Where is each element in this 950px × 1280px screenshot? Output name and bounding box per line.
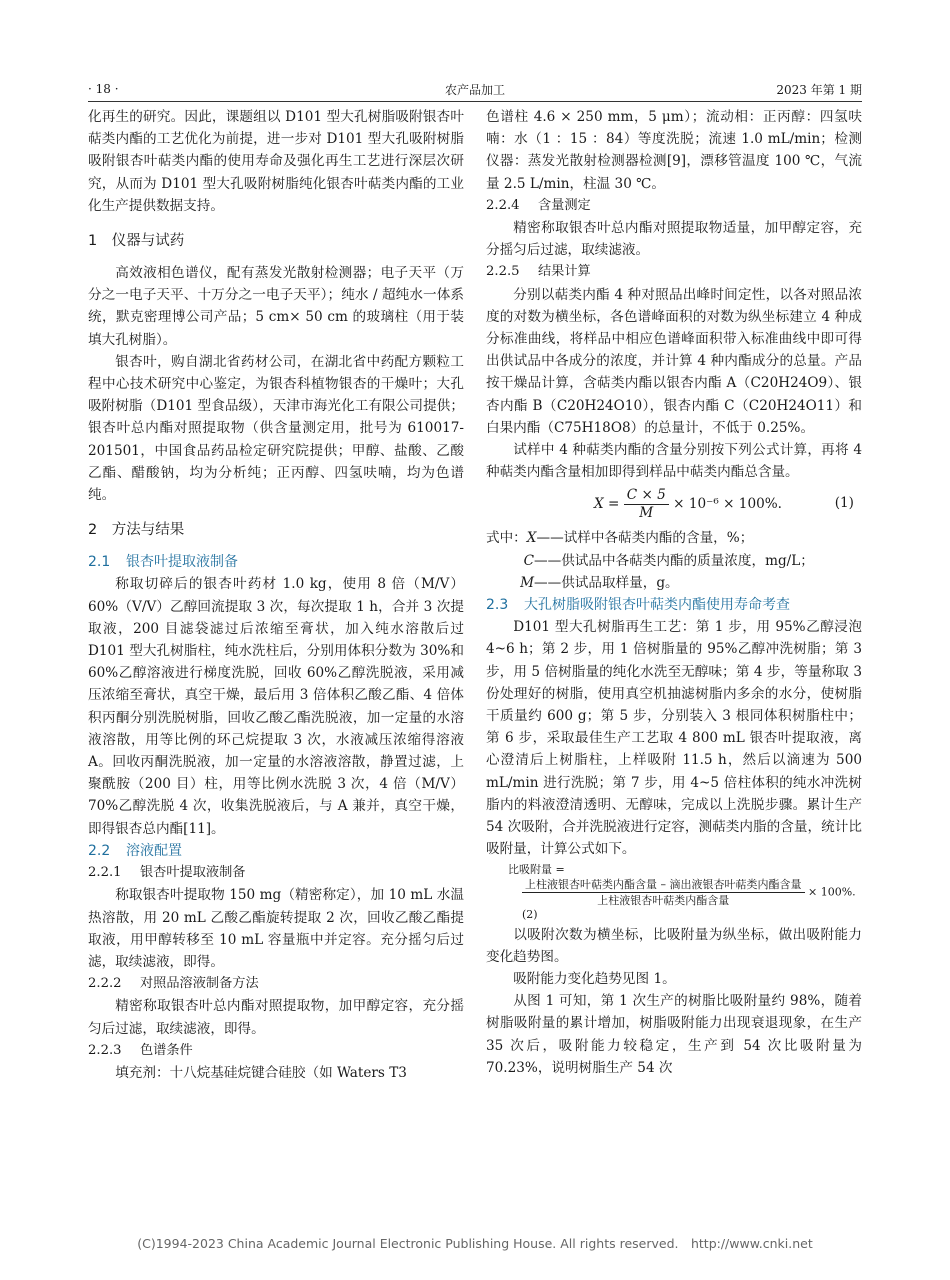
subsubsection-number: 2.2.3 bbox=[88, 1042, 122, 1058]
subsubsection-title: 结果计算 bbox=[538, 264, 591, 280]
variable-symbol: M bbox=[520, 574, 534, 591]
subsubsection-heading-2-2-4 bbox=[486, 195, 862, 217]
equation-label: 比吸附量 = bbox=[508, 862, 565, 876]
subsection-title: 溶液配置 bbox=[126, 842, 182, 859]
where-label: 式中： bbox=[486, 530, 527, 547]
equation-number: (1) bbox=[834, 495, 854, 512]
regeneration-paragraph: D101 型大孔树脂再生工艺：第 1 步，用 95%乙醇浸泡 4~6 h；第 2 步，用 1 倍树脂量的 95%乙醇冲洗树脂；第 3 步，用 5 倍树脂量的纯化水洗至无醇味；第 4 步，等量称取 3 份处理好的树脂，使用真空机抽滤树脂内多余的水分，使树脂干质量约 600 g；第 5 步，分别装入 3 根同体积树脂柱中；第 6 步，采取最佳生产工艺取 4 800 mL 银杏叶提取液，离心澄清后上树脂柱，上样吸附 11.5 h，然后以滴速为 500 mL/min 进行洗脱；第 7 步，用 4~5 倍柱体积的纯水冲洗树脂内的料液澄清透明、无醇味，完成以上洗脱步骤。累计生产 54 次吸附，合并洗脱液进行定容，测萜类内脂的含量，统计比吸附量，计算公式如下。 bbox=[486, 619, 862, 858]
variable-row bbox=[486, 572, 862, 594]
variable-row bbox=[486, 550, 862, 572]
formula-intro-paragraph: 试样中 4 种萜类内酯的含量分别按下列公式计算，再将 4 种萜类内酯含量相加即得到样品中萜类内酯总含量。 bbox=[486, 442, 862, 481]
copyright-footer: (C)1994-2023 China Academic Journal Electronic Publishing House. All rights reserved. http://www.cnki.net bbox=[137, 1236, 813, 1251]
subsubsection-title: 对照品溶液制备方法 bbox=[140, 976, 259, 992]
subsection-title: 大孔树脂吸附银杏叶萜类内酯使用寿命考查 bbox=[524, 597, 790, 614]
variable-description: ——供试品中各萜类内酯的质量浓度，mg/L； bbox=[534, 552, 814, 569]
equation-numerator: 上柱液银杏叶萜类内酯含量 – 滴出液银杏叶萜类内酯含量 bbox=[522, 877, 805, 893]
equation-denominator: M bbox=[639, 505, 654, 522]
extract-solution-paragraph: 称取银杏叶提取物 150 mg（精密称定），加 10 mL 水温热溶散，用 20 mL 乙酸乙酯旋转提取 2 次，回收乙酸乙酯提取液，用甲醇转移至 10 mL 容量瓶中并定容。充分摇匀后过滤，取续滤液，即得。 bbox=[88, 887, 464, 970]
variable-definitions bbox=[486, 527, 862, 594]
subsection-number: 2.3 bbox=[486, 597, 509, 614]
subsubsection-number: 2.2.2 bbox=[88, 976, 122, 992]
subsection-number: 2.2 bbox=[88, 842, 111, 859]
left-column bbox=[88, 106, 464, 1084]
figure-reference-paragraph: 吸附能力变化趋势见图 1。 bbox=[513, 970, 676, 987]
reference-solution-paragraph: 精密称取银杏叶总内酯对照提取物，加甲醇定容，充分摇匀后过滤，取续滤液，即得。 bbox=[88, 998, 464, 1037]
intro-paragraph: 化再生的研究。因此，课题组以 D101 型大孔树脂吸附银杏叶萜类内酯的工艺优化为前提，进一步对 D101 型大孔吸附树脂吸附银杏叶萜类内酯的使用寿命及强化再生工艺进行深层次研究，从而为 D101 型大孔吸附树脂纯化银杏叶萜类内酯的工业化生产提供数据支持。 bbox=[88, 109, 464, 214]
subsubsection-number: 2.2.5 bbox=[486, 264, 520, 280]
subsubsection-number: 2.2.1 bbox=[88, 865, 122, 881]
materials-paragraph: 银杏叶，购自湖北省药材公司，在湖北省中药配方颗粒工程中心技术研究中心鉴定，为银杏科植物银杏的干燥叶；大孔吸附树脂（D101 型食品级），天津市海光化工有限公司提供；银杏叶总内酯对照提取物（供含量测定用，批号为 610017-201501，中国食品药品检定研究院提供；甲醇、盐酸、乙酸乙酯、醋酸钠，均为分析纯；正丙醇、四氢呋喃，均为色谱纯。 bbox=[88, 353, 464, 504]
running-header bbox=[88, 78, 862, 100]
equation-rhs: × 10⁻⁶ × 100%. bbox=[673, 496, 782, 513]
variable-description: ——供试品取样量，g。 bbox=[534, 574, 679, 591]
equation-fraction bbox=[624, 487, 669, 522]
equation-line bbox=[522, 877, 862, 922]
equation-lhs: X = bbox=[594, 496, 620, 513]
subsubsection-heading-2-2-1 bbox=[88, 862, 464, 884]
content-determination-paragraph: 精密称取银杏叶总内酯对照提取物适量，加甲醇定容，充分摇匀后过滤，取续滤液。 bbox=[486, 220, 862, 259]
issue-label: 2023 年第 1 期 bbox=[776, 82, 862, 97]
variable-row bbox=[486, 527, 862, 549]
results-paragraph: 从图 1 可知，第 1 次生产的树脂比吸附量约 98%，随着树脂吸附量的累计增加，树脂吸附能力出现衰退现象，在生产 35 次后，吸附能力较稳定，生产到 54 次比吸附量为 70.23%，说明树脂生产 54 次 bbox=[486, 993, 862, 1076]
equation-fraction bbox=[522, 877, 805, 908]
section-heading-2: 2 方法与结果 bbox=[88, 522, 185, 539]
trend-method-paragraph: 以吸附次数为横坐标，比吸附量为纵坐标，做出吸附能力变化趋势图。 bbox=[486, 926, 862, 965]
equation-1 bbox=[486, 483, 862, 527]
equation-rhs: × 100%. bbox=[808, 885, 856, 898]
subsection-heading-2-1 bbox=[88, 551, 464, 573]
journal-name: 农产品加工 bbox=[444, 82, 505, 97]
calculation-paragraph: 分别以萜类内酯 4 种对照品出峰时间定性，以各对照品浓度的对数为横坐标，各色谱峰面积的对数为纵坐标建立 4 种成分标准曲线，将样品中相应色谱峰面积带入标准曲线中即可得出供试品中各成分的浓度，并计算 4 种内酯成分的总量。产品按干燥品计算，含萜类内酯以银杏内酯 A（C20H24O9）、银杏内酯 B（C20H24O10），银杏内酯 C（C20H24O11）和白果内酯（C75H18O8）的总量计，不低于 0.25%。 bbox=[486, 286, 862, 436]
variable-description: ——试样中各萜类内酯的含量，%； bbox=[536, 530, 754, 547]
chromatography-paragraph: 填充剂：十八烷基硅烷键合硅胶（如 Waters T3 bbox=[115, 1064, 407, 1081]
page-number: · 18 · bbox=[88, 82, 119, 96]
equation-2 bbox=[486, 863, 862, 922]
extraction-paragraph: 称取切碎后的银杏叶药材 1.0 kg，使用 8 倍（M/V）60%（V/V）乙醇回流提取 3 次，每次提取 1 h，合并 3 次提取液，200 目滤袋滤过后浓缩至膏状，加入纯水溶散后过 D101 型大孔树脂柱，纯水洗柱后，分别用体积分数为 30%和 60%乙醇溶液进行梯度洗脱，回收 60%乙醇洗脱液，采用减压浓缩至膏状，真空干燥，最后用 3 倍体积乙酸乙酯、4 倍体积丙酮分别洗脱树脂，回收乙酸乙酯洗脱液，加一定量的水溶液溶散，用等比例的环己烷提取 3 次，水液减压浓缩得溶液 A。回收丙酮洗脱液，加一定量的水溶液溶散，静置过滤，上聚酰胺（200 目）柱，用等比例水洗脱 3 次，4 倍（M/V）70%乙醇洗脱 4 次，收集洗脱液后，与 A 兼并，真空干燥，即得银杏总内酯[11]。 bbox=[88, 576, 464, 837]
subsubsection-heading-2-2-5 bbox=[486, 261, 862, 283]
equation-numerator: C × 5 bbox=[624, 487, 669, 505]
section-heading-1: 1 仪器与试药 bbox=[88, 233, 185, 250]
subsubsection-heading-2-2-2 bbox=[88, 973, 464, 995]
subsection-heading-2-3 bbox=[486, 594, 862, 616]
subsection-heading-2-2 bbox=[88, 840, 464, 862]
chromatography-paragraph-continued: 色谱柱 4.6 × 250 mm，5 μm）；流动相：正丙醇：四氢呋喃：水（1 ：15 ：84）等度洗脱；流速 1.0 mL/min；检测仪器：蒸发光散射检测器检测[9]，漂移管温度 100 ℃，气流量 2.5 L/min，柱温 30 ℃。 bbox=[486, 109, 862, 192]
instruments-paragraph: 高效液相色谱仪，配有蒸发光散射检测器；电子天平（万分之一电子天平、十万分之一电子天平）；纯水 / 超纯水一体系统，默克密理博公司产品；5 cm× 50 cm 的玻璃柱（用于装填大孔树脂）。 bbox=[88, 265, 464, 348]
subsubsection-number: 2.2.4 bbox=[486, 197, 520, 213]
subsubsection-title: 色谱条件 bbox=[140, 1042, 193, 1058]
subsubsection-title: 含量测定 bbox=[538, 197, 591, 213]
right-column bbox=[486, 106, 862, 1079]
header-rule bbox=[88, 101, 862, 102]
subsubsection-title: 银杏叶提取液制备 bbox=[140, 865, 246, 881]
equation-denominator: 上柱液银杏叶萜类内酯含量 bbox=[597, 893, 730, 907]
subsection-number: 2.1 bbox=[88, 554, 111, 571]
subsubsection-heading-2-2-3 bbox=[88, 1040, 464, 1062]
variable-symbol: X bbox=[526, 530, 537, 547]
equation-number: (2) bbox=[522, 907, 538, 921]
subsection-title: 银杏叶提取液制备 bbox=[126, 554, 238, 571]
variable-symbol: C bbox=[523, 552, 534, 569]
